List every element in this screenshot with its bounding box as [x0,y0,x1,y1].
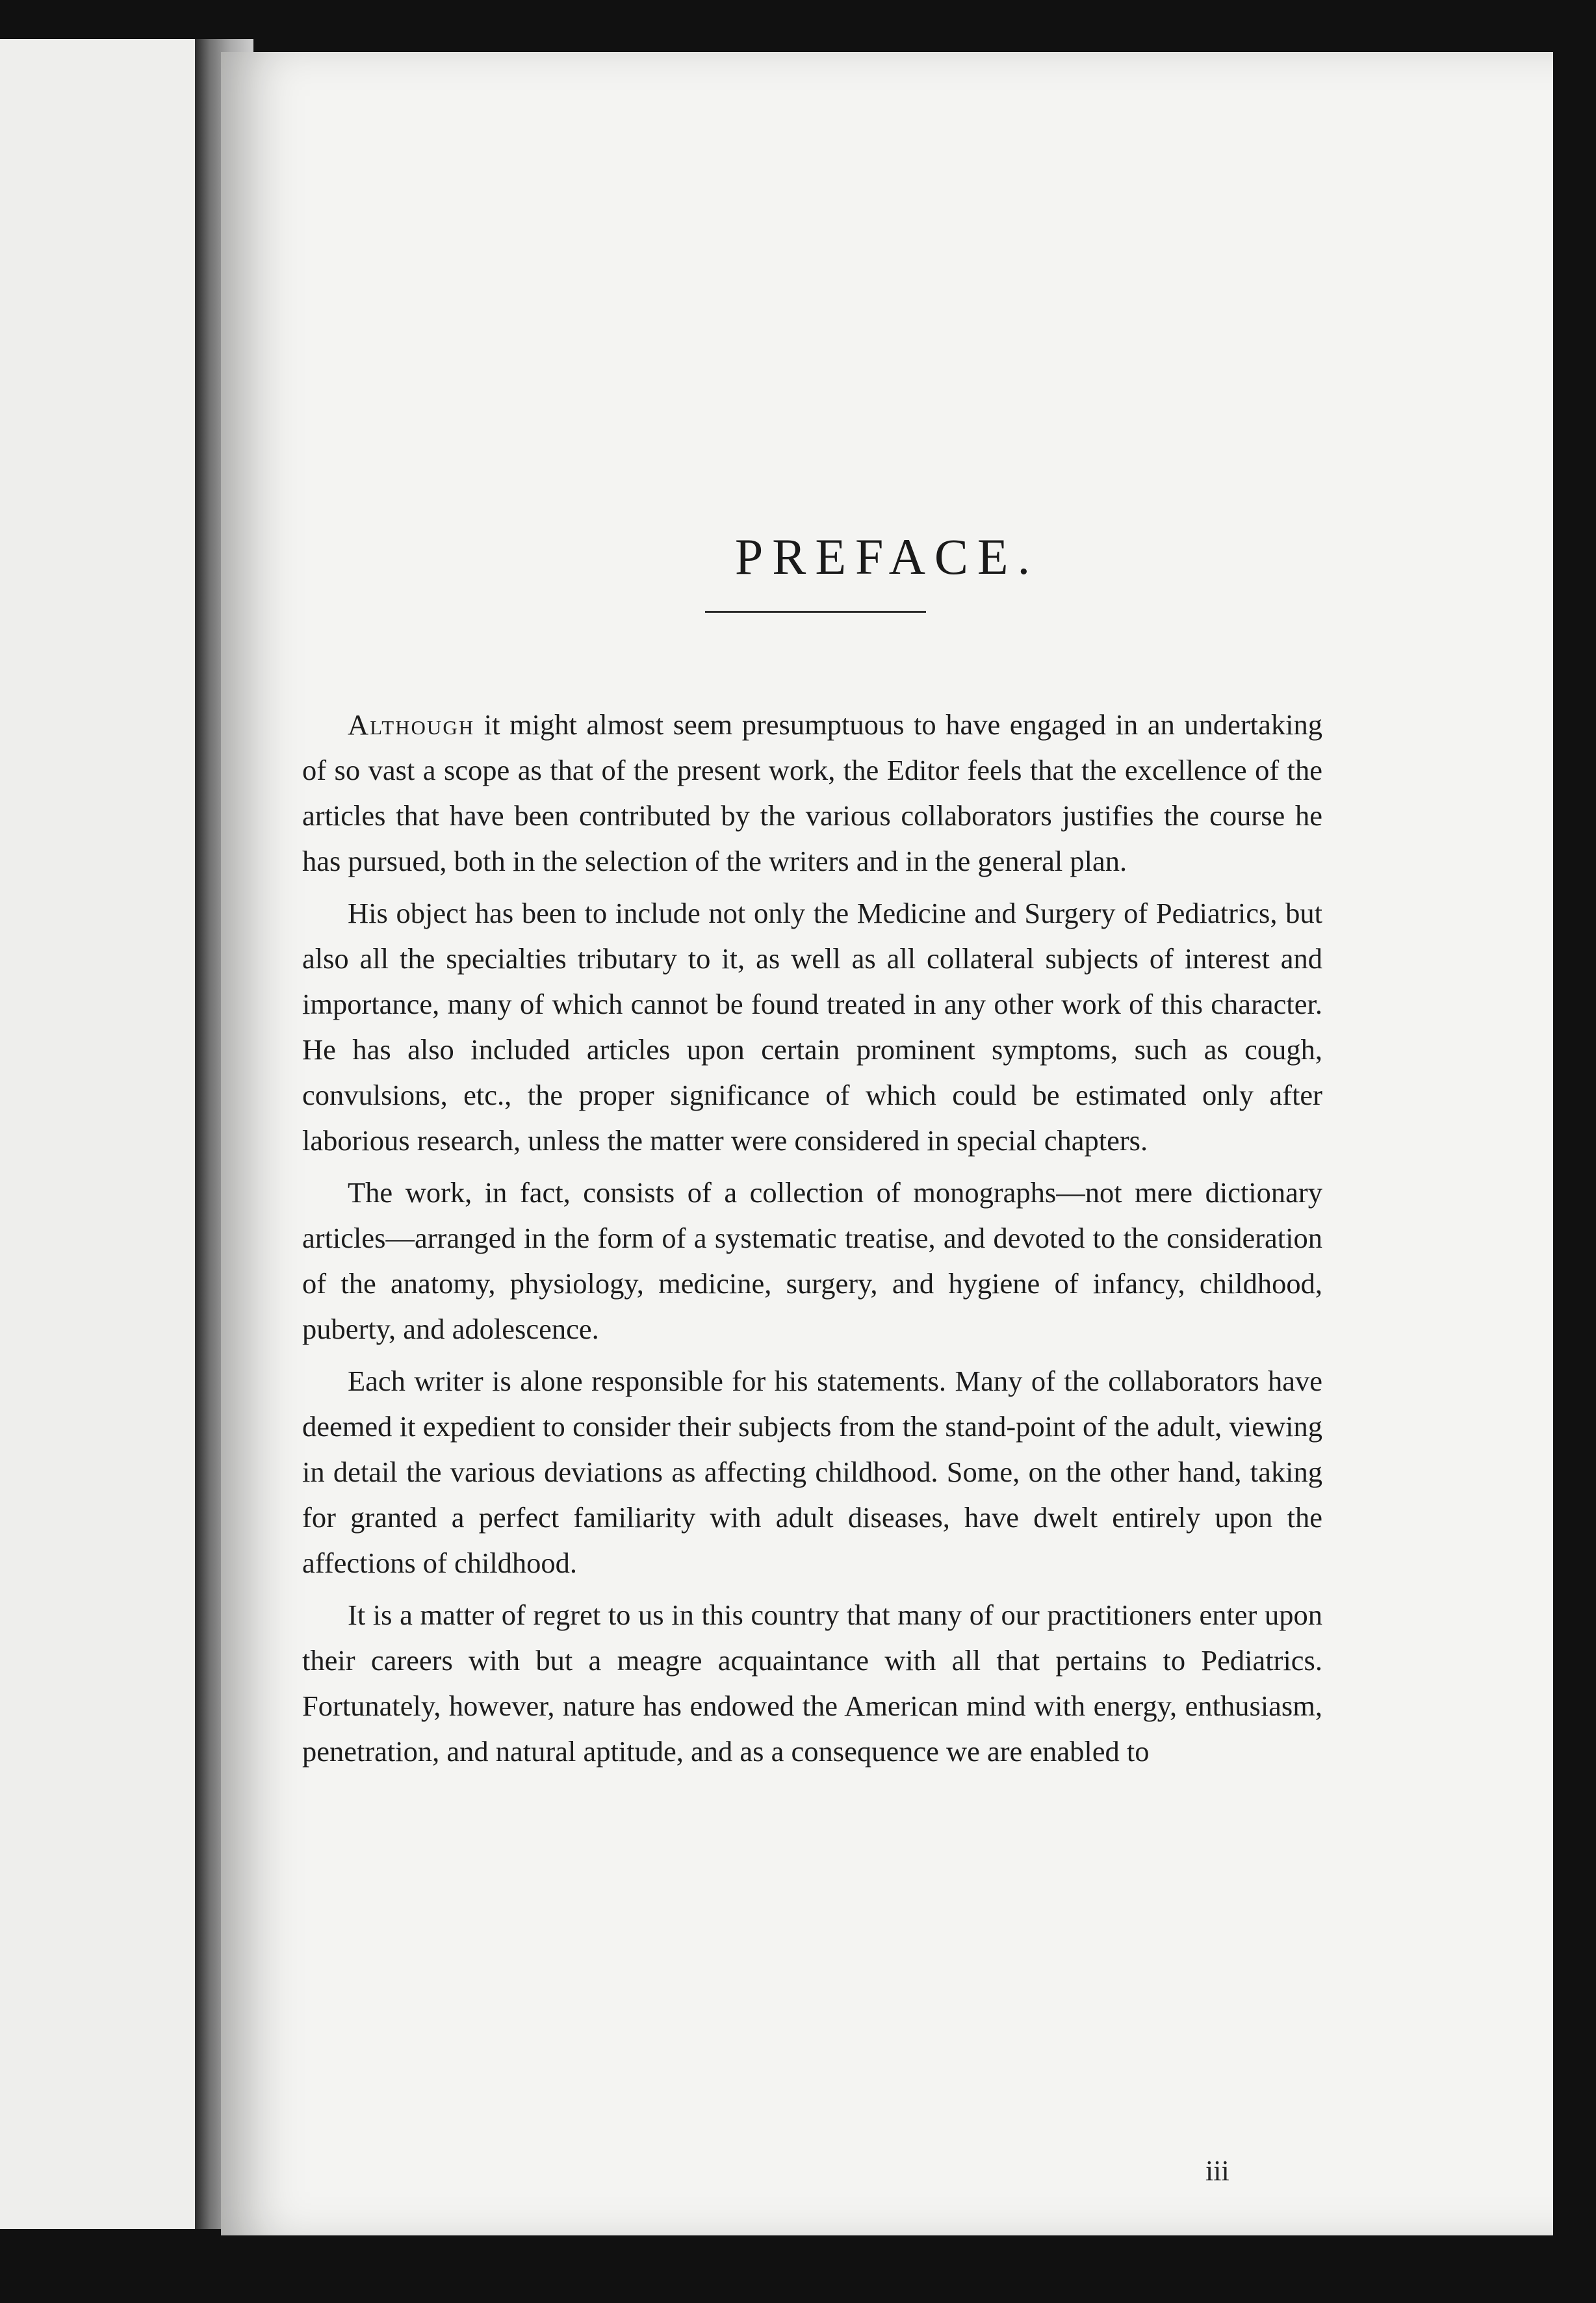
facing-page [0,39,195,2229]
paragraph-1 [302,702,1322,884]
preface-body [302,702,1322,1781]
paragraph-3: The work, in fact, consists of a collection of monographs—not mere dictionary articles—arranged in the form of a systematic treatise, and devoted to the consideration of the anatomy, physiology, medicine, surgery, and hygiene of infancy, childhood, puberty, and adolescence. [302,1176,1322,1345]
paragraph-2: His object has been to include not only the Medicine and Surgery of Pediatrics, but also all the specialties tributary to it, as well as all collateral subjects of interest and importance, many of which cannot be found treated in any other work of this character. He has also included articles upon certain prominent symptoms, such as cough, convulsions, etc., the proper significance of which could be estimated only after laborious research, unless the matter were considered in special chapters. [302,897,1322,1157]
page-title: PREFACE. [734,528,1040,585]
paragraph-5: It is a matter of regret to us in this country that many of our practitioners enter upon their careers with but a meagre acquaintance with all that pertains to Pediatrics. Fortunately, however, nature has endowed the American mind with energy, enthusiasm, penetration, and natural aptitude, and as a consequence we are enabled to [302,1599,1322,1768]
paragraph-4: Each writer is alone responsible for his statements. Many of the collaborators have deemed it expedient to consider their subjects from the stand-point of the adult, viewing in detail the various deviations as affecting childhood. Some, on the other hand, taking for granted a perfect familiarity with adult diseases, have dwelt entirely upon the affections of childhood. [302,1365,1322,1579]
book-page [221,52,1553,2235]
title-rule [705,611,926,613]
paragraph-text: it might almost seem presumptuous to have engaged in an undertaking of so vast a scope as that of the present work, the Editor feels that the excellence of the articles that have been contributed by the various collaborators justifies the course he has pursued, both in the selection of the writers and in the general plan. [302,708,1322,877]
page-number: iii [1205,2155,1229,2187]
paragraph-lead-word: Although [348,708,475,741]
